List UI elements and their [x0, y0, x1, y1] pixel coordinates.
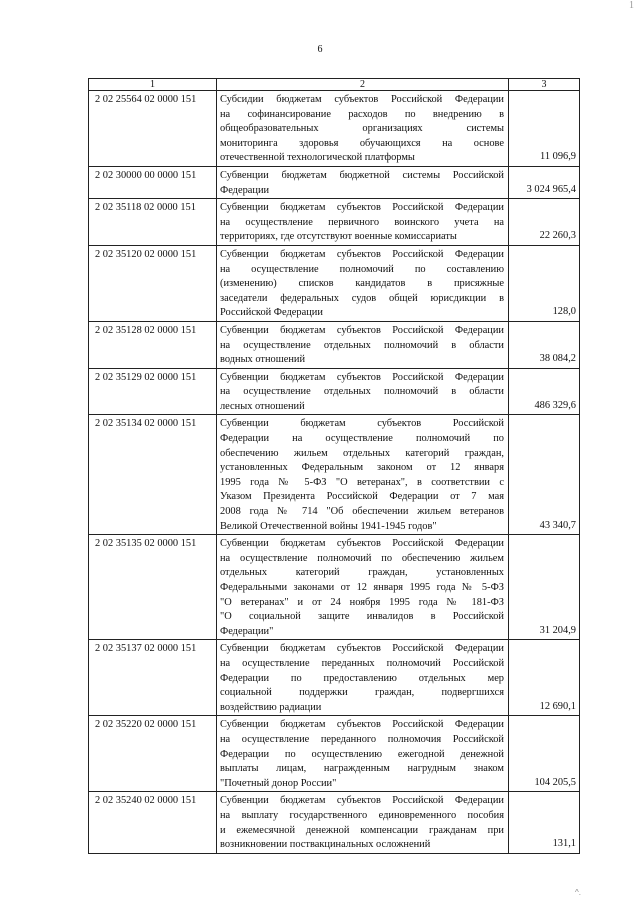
description-line: "Почетный донор России" — [220, 777, 337, 789]
table-row — [89, 166, 580, 198]
description-line: Федеральными законами от 12 января 1995 года № 5-ФЗ — [220, 582, 504, 593]
description-line: Федерации — [220, 184, 270, 196]
description-line: Субвенции бюджетам субъектов Российской Федерации — [220, 324, 504, 336]
description-line: Субвенции бюджетам субъектов Российской Федерации — [220, 202, 504, 214]
amount-cell: 104 205,5 — [509, 716, 580, 792]
scan-mark: ^. — [575, 888, 581, 897]
amount-cell: 3 024 965,4 — [509, 166, 580, 198]
description-line: "О ветеранах" и от 24 ноября 1995 года № 181-ФЗ — [220, 596, 504, 608]
description-cell — [217, 321, 509, 368]
description-line: возникновении поствакцинальных осложнений — [220, 839, 431, 851]
budget-code-cell: 2 02 35240 02 0000 151 — [89, 792, 217, 853]
description-cell — [217, 166, 509, 198]
corner-mark: 1 — [629, 0, 634, 11]
amount-cell: 11 096,9 — [509, 91, 580, 167]
description-line: отечественной технологической платформы — [220, 152, 415, 164]
description-line: на осуществление переданных полномочий Российской — [220, 657, 504, 669]
description-line: мониторинга здоровья обучающихся на основе — [220, 137, 504, 149]
description-line: лесных отношений — [220, 400, 305, 412]
budget-table — [88, 78, 580, 854]
header-col-2: 2 — [217, 79, 509, 91]
budget-code-cell: 2 02 35129 02 0000 151 — [89, 368, 217, 415]
table-row — [89, 792, 580, 853]
budget-code-cell: 2 02 35120 02 0000 151 — [89, 245, 217, 321]
budget-code-cell: 2 02 35135 02 0000 151 — [89, 535, 217, 640]
description-line: Федерации на осуществление полномочий по — [220, 433, 504, 445]
budget-code-cell: 2 02 25564 02 0000 151 — [89, 91, 217, 167]
description-cell — [217, 640, 509, 716]
table-row — [89, 415, 580, 535]
description-line: на осуществление переданного полномочия Российской — [220, 733, 504, 745]
description-line: Российской Федерации — [220, 307, 323, 319]
description-cell — [217, 199, 509, 246]
description-line: Субвенции бюджетам субъектов Российской Федерации — [220, 719, 504, 731]
budget-code-cell: 2 02 30000 00 0000 151 — [89, 166, 217, 198]
description-line: Субвенции бюджетам субъектов Российской Федерации — [220, 795, 504, 807]
description-line: территориях, где отсутствуют военные комиссариаты — [220, 231, 457, 243]
header-col-3: 3 — [509, 79, 580, 91]
table-row — [89, 368, 580, 415]
description-cell — [217, 535, 509, 640]
description-line: Великой Отечественной войны 1941-1945 годов" — [220, 520, 437, 532]
description-cell — [217, 368, 509, 415]
description-line: Субвенции бюджетам субъектов Российской — [220, 418, 504, 430]
description-line: "О социальной защите инвалидов в Российской — [220, 611, 504, 623]
budget-code-cell: 2 02 35220 02 0000 151 — [89, 716, 217, 792]
description-line: Субвенции бюджетам субъектов Российской Федерации — [220, 538, 504, 550]
description-line: Федерации" — [220, 625, 274, 637]
description-line: Федерации по предоставлению отдельных мер — [220, 672, 504, 684]
description-line: обеспечению жильем отдельных категорий граждан, — [220, 447, 504, 459]
amount-cell: 131,1 — [509, 792, 580, 853]
budget-code-cell: 2 02 35118 02 0000 151 — [89, 199, 217, 246]
description-line: воздействию радиации — [220, 701, 322, 713]
amount-cell: 22 260,3 — [509, 199, 580, 246]
description-cell — [217, 245, 509, 321]
description-cell — [217, 91, 509, 167]
description-line: на осуществление полномочий по составлению — [220, 263, 504, 275]
budget-code-cell: 2 02 35128 02 0000 151 — [89, 321, 217, 368]
budget-code-cell: 2 02 35137 02 0000 151 — [89, 640, 217, 716]
amount-cell: 43 340,7 — [509, 415, 580, 535]
description-line: общеобразовательных организациях системы — [220, 123, 504, 135]
table-header-row — [89, 79, 580, 91]
table-row — [89, 91, 580, 167]
budget-code-cell: 2 02 35134 02 0000 151 — [89, 415, 217, 535]
description-line: 1995 года № 5-ФЗ "О ветеранах", в соответствии с — [220, 476, 504, 488]
description-line: водных отношений — [220, 354, 306, 366]
amount-cell: 31 204,9 — [509, 535, 580, 640]
description-line: Субвенции бюджетам бюджетной системы Российской — [220, 169, 504, 181]
description-line: Субвенции бюджетам субъектов Российской Федерации — [220, 643, 504, 655]
amount-cell: 12 690,1 — [509, 640, 580, 716]
description-line: на осуществление полномочий по обеспечению жильем — [220, 552, 504, 564]
table-row — [89, 716, 580, 792]
description-line: выплаты лицам, награжденным нагрудным знаком — [220, 763, 504, 775]
description-line: заседатели федеральных судов общей юрисдикции в — [220, 292, 504, 304]
description-cell — [217, 716, 509, 792]
description-line: на осуществление первичного воинского учета на — [220, 216, 504, 228]
page-number: 6 — [317, 44, 323, 55]
description-cell — [217, 792, 509, 853]
amount-cell: 486 329,6 — [509, 368, 580, 415]
amount-cell: 38 084,2 — [509, 321, 580, 368]
description-line: Указом Президента Российской Федерации от 7 мая — [220, 491, 504, 503]
amount-cell: 128,0 — [509, 245, 580, 321]
description-cell — [217, 415, 509, 535]
description-line: установленных Федеральным законом от 12 января — [220, 462, 504, 474]
description-line: и ежемесячной денежной компенсации гражданам при — [220, 824, 504, 836]
description-line: (изменению) списков кандидатов в присяжные — [220, 278, 504, 290]
description-line: на софинансирование расходов по внедрению в — [220, 108, 504, 120]
description-line: отдельных категорий граждан, установленных — [220, 567, 504, 579]
table-row — [89, 199, 580, 246]
description-line: Федерации по осуществлению ежегодной денежной — [220, 748, 504, 760]
table-row — [89, 321, 580, 368]
description-line: Субвенции бюджетам субъектов Российской Федерации — [220, 371, 504, 383]
table-row — [89, 245, 580, 321]
description-line: на осуществление отдельных полномочий в области — [220, 339, 504, 351]
table-body — [89, 79, 580, 854]
description-line: социальной поддержки граждан, подвергшихся — [220, 687, 504, 699]
description-line: 2008 года № 714 "Об обеспечении жильем ветеранов — [220, 506, 504, 518]
table-row — [89, 535, 580, 640]
description-line: Субсидии бюджетам субъектов Российской Федерации — [220, 94, 504, 105]
description-line: на выплату государственного единовременного пособия — [220, 809, 504, 821]
table-row — [89, 640, 580, 716]
header-col-1: 1 — [89, 79, 217, 91]
description-line: на осуществление отдельных полномочий в области — [220, 386, 504, 398]
description-line: Субвенции бюджетам субъектов Российской Федерации — [220, 248, 504, 260]
